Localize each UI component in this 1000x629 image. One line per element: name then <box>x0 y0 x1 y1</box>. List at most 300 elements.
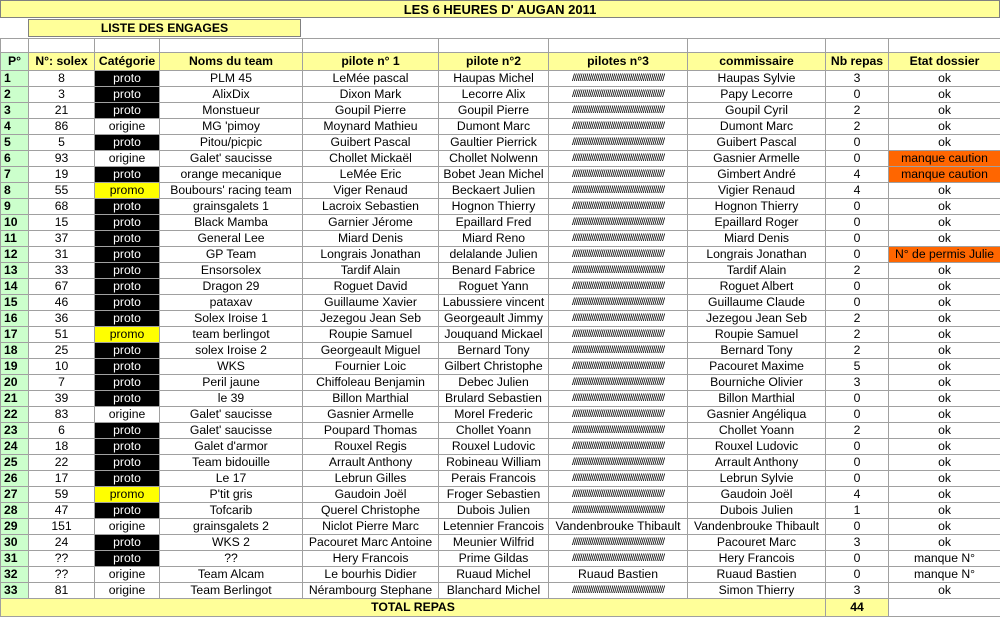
cell-pilot-3[interactable]: //////////////////////////////////////////////// <box>549 343 688 359</box>
cell-file-status[interactable]: manque N° <box>889 551 1000 567</box>
cell-solex-number[interactable]: 39 <box>29 391 95 407</box>
cell-pilot-1[interactable]: Goupil Pierre <box>303 103 439 119</box>
cell-pilot-2[interactable]: Beckaert Julien <box>439 183 549 199</box>
cell-meals[interactable]: 1 <box>826 503 889 519</box>
cell-pilot-2[interactable]: Goupil Pierre <box>439 103 549 119</box>
header-pilot-3[interactable]: pilotes n°3 <box>549 53 688 71</box>
cell-file-status[interactable]: manque caution <box>889 167 1000 183</box>
cell-team-name[interactable]: AlixDix <box>160 87 303 103</box>
cell-meals[interactable]: 2 <box>826 119 889 135</box>
cell-pilot-1[interactable]: Miard Denis <box>303 231 439 247</box>
cell-team-name[interactable]: Monstueur <box>160 103 303 119</box>
cell-pilot-3[interactable]: //////////////////////////////////////////////// <box>549 279 688 295</box>
cell-pilot-2[interactable]: Hognon Thierry <box>439 199 549 215</box>
cell-pilot-2[interactable]: Chollet Yoann <box>439 423 549 439</box>
cell-commissaire[interactable]: Roguet Albert <box>688 279 826 295</box>
cell-pilot-3[interactable]: //////////////////////////////////////////////// <box>549 487 688 503</box>
header-category[interactable]: Catégorie <box>95 53 160 71</box>
cell-solex-number[interactable]: 7 <box>29 375 95 391</box>
cell-pilot-1[interactable]: Longrais Jonathan <box>303 247 439 263</box>
cell-meals[interactable]: 0 <box>826 87 889 103</box>
cell[interactable] <box>303 39 439 53</box>
cell-pilot-2[interactable]: Georgeault Jimmy <box>439 311 549 327</box>
cell-file-status[interactable]: ok <box>889 279 1000 295</box>
cell-pilot-3[interactable]: //////////////////////////////////////////////// <box>549 167 688 183</box>
cell-pilot-1[interactable]: Querel Christophe <box>303 503 439 519</box>
cell-solex-number[interactable]: 22 <box>29 455 95 471</box>
cell-team-name[interactable]: Galet' saucisse <box>160 423 303 439</box>
cell-meals[interactable]: 0 <box>826 199 889 215</box>
cell-solex-number[interactable]: 83 <box>29 407 95 423</box>
cell-meals[interactable]: 2 <box>826 327 889 343</box>
cell-pilot-2[interactable]: Miard Reno <box>439 231 549 247</box>
cell-pos[interactable]: 25 <box>1 455 29 471</box>
cell-pos[interactable]: 32 <box>1 567 29 583</box>
cell-category[interactable]: proto <box>95 87 160 103</box>
cell-file-status[interactable]: ok <box>889 183 1000 199</box>
cell-pos[interactable]: 20 <box>1 375 29 391</box>
cell-meals[interactable]: 0 <box>826 151 889 167</box>
cell-pilot-1[interactable]: Garnier Jérome <box>303 215 439 231</box>
cell-pilot-1[interactable]: Rouxel Regis <box>303 439 439 455</box>
cell-pilot-1[interactable]: Lacroix Sebastien <box>303 199 439 215</box>
cell-meals[interactable]: 4 <box>826 183 889 199</box>
cell-meals[interactable]: 2 <box>826 311 889 327</box>
cell-pilot-2[interactable]: Brulard Sebastien <box>439 391 549 407</box>
cell-pilot-1[interactable]: Moynard Mathieu <box>303 119 439 135</box>
cell-file-status[interactable]: ok <box>889 103 1000 119</box>
cell-pos[interactable]: 13 <box>1 263 29 279</box>
cell-pilot-2[interactable]: Chollet Nolwenn <box>439 151 549 167</box>
cell-commissaire[interactable]: Gasnier Angéliqua <box>688 407 826 423</box>
cell-pilot-3[interactable]: //////////////////////////////////////////////// <box>549 247 688 263</box>
cell-file-status[interactable]: ok <box>889 519 1000 535</box>
cell-commissaire[interactable]: Goupil Cyril <box>688 103 826 119</box>
cell-commissaire[interactable]: Billon Marthial <box>688 391 826 407</box>
cell-meals[interactable]: 0 <box>826 519 889 535</box>
cell-solex-number[interactable]: 86 <box>29 119 95 135</box>
cell-team-name[interactable]: ?? <box>160 551 303 567</box>
cell-pilot-1[interactable]: Billon Marthial <box>303 391 439 407</box>
cell-solex-number[interactable]: 21 <box>29 103 95 119</box>
cell-pos[interactable]: 7 <box>1 167 29 183</box>
cell[interactable] <box>889 599 1000 617</box>
cell-team-name[interactable]: Peril jaune <box>160 375 303 391</box>
cell-commissaire[interactable]: Roupie Samuel <box>688 327 826 343</box>
cell-commissaire[interactable]: Bernard Tony <box>688 343 826 359</box>
cell-pos[interactable]: 6 <box>1 151 29 167</box>
cell-pilot-3[interactable]: //////////////////////////////////////////////// <box>549 183 688 199</box>
cell-pilot-3[interactable]: //////////////////////////////////////////////// <box>549 359 688 375</box>
cell-commissaire[interactable]: Dumont Marc <box>688 119 826 135</box>
cell-pilot-2[interactable]: Bobet Jean Michel <box>439 167 549 183</box>
header-solex-number[interactable]: N°: solex <box>29 53 95 71</box>
cell-pilot-1[interactable]: Dixon Mark <box>303 87 439 103</box>
cell-pilot-2[interactable]: Jouquand Mickael <box>439 327 549 343</box>
cell-pilot-2[interactable]: Dubois Julien <box>439 503 549 519</box>
cell-file-status[interactable]: ok <box>889 439 1000 455</box>
cell-category[interactable]: proto <box>95 439 160 455</box>
cell-commissaire[interactable]: Guillaume Claude <box>688 295 826 311</box>
cell-meals[interactable]: 3 <box>826 535 889 551</box>
cell[interactable] <box>688 39 826 53</box>
cell-pilot-1[interactable]: Gasnier Armelle <box>303 407 439 423</box>
cell-pilot-1[interactable]: Georgeault Miguel <box>303 343 439 359</box>
cell-pilot-2[interactable]: Debec Julien <box>439 375 549 391</box>
cell-pilot-3[interactable]: //////////////////////////////////////////////// <box>549 423 688 439</box>
cell-solex-number[interactable]: 5 <box>29 135 95 151</box>
cell-commissaire[interactable]: Hognon Thierry <box>688 199 826 215</box>
cell-team-name[interactable]: orange mecanique <box>160 167 303 183</box>
cell-solex-number[interactable]: 81 <box>29 583 95 599</box>
cell-file-status[interactable]: ok <box>889 231 1000 247</box>
cell-solex-number[interactable]: 59 <box>29 487 95 503</box>
cell-pilot-1[interactable]: Nérambourg Stephane <box>303 583 439 599</box>
cell-commissaire[interactable]: Epaillard Roger <box>688 215 826 231</box>
cell-file-status[interactable]: ok <box>889 215 1000 231</box>
cell-pos[interactable]: 27 <box>1 487 29 503</box>
cell-file-status[interactable]: ok <box>889 487 1000 503</box>
cell-pilot-2[interactable]: Gilbert Christophe <box>439 359 549 375</box>
cell-solex-number[interactable]: 93 <box>29 151 95 167</box>
cell-pilot-1[interactable]: Gaudoin Joël <box>303 487 439 503</box>
cell-team-name[interactable]: General Lee <box>160 231 303 247</box>
cell-category[interactable]: origine <box>95 151 160 167</box>
cell-team-name[interactable]: WKS 2 <box>160 535 303 551</box>
cell-meals[interactable]: 0 <box>826 295 889 311</box>
cell-pilot-3[interactable]: //////////////////////////////////////////////// <box>549 103 688 119</box>
cell-pos[interactable]: 24 <box>1 439 29 455</box>
cell-category[interactable]: proto <box>95 247 160 263</box>
cell-meals[interactable]: 0 <box>826 471 889 487</box>
cell-meals[interactable]: 0 <box>826 439 889 455</box>
cell-pos[interactable]: 9 <box>1 199 29 215</box>
cell-solex-number[interactable]: 25 <box>29 343 95 359</box>
cell-pos[interactable]: 29 <box>1 519 29 535</box>
cell-pilot-3[interactable]: //////////////////////////////////////////////// <box>549 455 688 471</box>
cell-pos[interactable]: 10 <box>1 215 29 231</box>
cell-pos[interactable]: 2 <box>1 87 29 103</box>
cell-category[interactable]: promo <box>95 327 160 343</box>
cell-commissaire[interactable]: Jezegou Jean Seb <box>688 311 826 327</box>
cell-team-name[interactable]: solex Iroise 2 <box>160 343 303 359</box>
cell-solex-number[interactable]: 37 <box>29 231 95 247</box>
header-team-name[interactable]: Noms du team <box>160 53 303 71</box>
cell-file-status[interactable]: ok <box>889 311 1000 327</box>
cell-solex-number[interactable]: 31 <box>29 247 95 263</box>
cell[interactable] <box>160 39 303 53</box>
cell-pilot-3[interactable]: //////////////////////////////////////////////// <box>549 231 688 247</box>
cell[interactable] <box>889 39 1000 53</box>
cell-file-status[interactable]: ok <box>889 471 1000 487</box>
cell-pilot-2[interactable]: Roguet Yann <box>439 279 549 295</box>
cell[interactable] <box>95 39 160 53</box>
cell-pilot-2[interactable]: delalande Julien <box>439 247 549 263</box>
cell-pilot-1[interactable]: Jezegou Jean Seb <box>303 311 439 327</box>
cell-category[interactable]: proto <box>95 375 160 391</box>
cell-category[interactable]: proto <box>95 103 160 119</box>
cell-pilot-3[interactable]: //////////////////////////////////////////////// <box>549 135 688 151</box>
cell-pos[interactable]: 4 <box>1 119 29 135</box>
cell-pilot-1[interactable]: Fournier Loic <box>303 359 439 375</box>
cell-pos[interactable]: 16 <box>1 311 29 327</box>
cell-meals[interactable]: 3 <box>826 375 889 391</box>
cell-pilot-3[interactable]: //////////////////////////////////////////////// <box>549 71 688 87</box>
cell-pos[interactable]: 12 <box>1 247 29 263</box>
cell-file-status[interactable]: ok <box>889 135 1000 151</box>
cell-pilot-2[interactable]: Lecorre Alix <box>439 87 549 103</box>
cell-category[interactable]: proto <box>95 503 160 519</box>
cell-meals[interactable]: 0 <box>826 407 889 423</box>
cell-pilot-1[interactable]: Guillaume Xavier <box>303 295 439 311</box>
cell-meals[interactable]: 0 <box>826 215 889 231</box>
cell-meals[interactable]: 5 <box>826 359 889 375</box>
header-pilot-1[interactable]: pilote n° 1 <box>303 53 439 71</box>
cell-file-status[interactable]: ok <box>889 407 1000 423</box>
cell-meals[interactable]: 0 <box>826 247 889 263</box>
cell-pilot-2[interactable]: Benard Fabrice <box>439 263 549 279</box>
cell-pilot-3[interactable]: //////////////////////////////////////////////// <box>549 551 688 567</box>
cell-pilot-1[interactable]: Poupard Thomas <box>303 423 439 439</box>
cell-solex-number[interactable]: 47 <box>29 503 95 519</box>
cell-pilot-1[interactable]: Pacouret Marc Antoine <box>303 535 439 551</box>
cell-category[interactable]: promo <box>95 183 160 199</box>
cell-team-name[interactable]: Pitou/picpic <box>160 135 303 151</box>
cell-solex-number[interactable]: 33 <box>29 263 95 279</box>
cell-commissaire[interactable]: Lebrun Sylvie <box>688 471 826 487</box>
cell-solex-number[interactable]: 51 <box>29 327 95 343</box>
cell-pilot-3[interactable]: //////////////////////////////////////////////// <box>549 199 688 215</box>
cell-commissaire[interactable]: Arrault Anthony <box>688 455 826 471</box>
total-meals-value[interactable]: 44 <box>826 599 889 617</box>
cell[interactable] <box>29 39 95 53</box>
cell-category[interactable]: origine <box>95 583 160 599</box>
cell-pilot-3[interactable]: //////////////////////////////////////////////// <box>549 327 688 343</box>
cell-meals[interactable]: 2 <box>826 343 889 359</box>
cell-category[interactable]: proto <box>95 535 160 551</box>
cell-solex-number[interactable]: 3 <box>29 87 95 103</box>
cell-pilot-1[interactable]: Guibert Pascal <box>303 135 439 151</box>
cell-meals[interactable]: 4 <box>826 167 889 183</box>
cell-pilot-1[interactable]: Viger Renaud <box>303 183 439 199</box>
cell-category[interactable]: proto <box>95 231 160 247</box>
cell-pos[interactable]: 26 <box>1 471 29 487</box>
cell-team-name[interactable]: Galet' saucisse <box>160 407 303 423</box>
cell-category[interactable]: origine <box>95 407 160 423</box>
cell-category[interactable]: proto <box>95 295 160 311</box>
cell-pos[interactable]: 30 <box>1 535 29 551</box>
cell-team-name[interactable]: Team bidouille <box>160 455 303 471</box>
cell-pilot-2[interactable]: Blanchard Michel <box>439 583 549 599</box>
cell-category[interactable]: proto <box>95 391 160 407</box>
cell-file-status[interactable]: ok <box>889 119 1000 135</box>
cell-category[interactable]: proto <box>95 71 160 87</box>
cell-pos[interactable]: 8 <box>1 183 29 199</box>
cell-pilot-3[interactable]: //////////////////////////////////////////////// <box>549 375 688 391</box>
cell-file-status[interactable]: ok <box>889 423 1000 439</box>
cell-pilot-1[interactable]: Chollet Mickaël <box>303 151 439 167</box>
cell-commissaire[interactable]: Papy Lecorre <box>688 87 826 103</box>
cell-commissaire[interactable]: Gaudoin Joël <box>688 487 826 503</box>
list-subtitle[interactable]: LISTE DES ENGAGES <box>28 19 301 37</box>
cell-pilot-3[interactable]: //////////////////////////////////////////////// <box>549 295 688 311</box>
cell-meals[interactable]: 0 <box>826 567 889 583</box>
cell-pilot-2[interactable]: Letennier Francois <box>439 519 549 535</box>
cell-commissaire[interactable]: Pacouret Maxime <box>688 359 826 375</box>
cell-pos[interactable]: 15 <box>1 295 29 311</box>
cell-pilot-1[interactable]: LeMée Eric <box>303 167 439 183</box>
cell-category[interactable]: proto <box>95 343 160 359</box>
cell-solex-number[interactable]: 55 <box>29 183 95 199</box>
cell-commissaire[interactable]: Chollet Yoann <box>688 423 826 439</box>
cell-pilot-3[interactable]: Vandenbrouke Thibault <box>549 519 688 535</box>
cell-meals[interactable]: 2 <box>826 103 889 119</box>
cell-pilot-1[interactable]: Roguet David <box>303 279 439 295</box>
cell-commissaire[interactable]: Gimbert André <box>688 167 826 183</box>
cell-pos[interactable]: 14 <box>1 279 29 295</box>
cell-team-name[interactable]: GP Team <box>160 247 303 263</box>
cell-file-status[interactable]: ok <box>889 263 1000 279</box>
cell-solex-number[interactable]: 67 <box>29 279 95 295</box>
cell-file-status[interactable]: ok <box>889 343 1000 359</box>
cell-pilot-2[interactable]: Haupas Michel <box>439 71 549 87</box>
cell-commissaire[interactable]: Guibert Pascal <box>688 135 826 151</box>
cell-pilot-2[interactable]: Epaillard Fred <box>439 215 549 231</box>
cell-category[interactable]: promo <box>95 487 160 503</box>
cell-team-name[interactable]: Le 17 <box>160 471 303 487</box>
cell-pilot-1[interactable]: Roupie Samuel <box>303 327 439 343</box>
cell-pilot-2[interactable]: Rouxel Ludovic <box>439 439 549 455</box>
total-label[interactable]: TOTAL REPAS <box>1 599 826 617</box>
cell-meals[interactable]: 4 <box>826 487 889 503</box>
cell-team-name[interactable]: Boubours' racing team <box>160 183 303 199</box>
cell-pos[interactable]: 5 <box>1 135 29 151</box>
cell[interactable] <box>549 39 688 53</box>
cell-category[interactable]: proto <box>95 135 160 151</box>
cell-commissaire[interactable]: Vandenbrouke Thibault <box>688 519 826 535</box>
cell-team-name[interactable]: Dragon 29 <box>160 279 303 295</box>
cell-pos[interactable]: 18 <box>1 343 29 359</box>
cell-pilot-3[interactable]: //////////////////////////////////////////////// <box>549 503 688 519</box>
cell-meals[interactable]: 0 <box>826 279 889 295</box>
cell-solex-number[interactable]: 46 <box>29 295 95 311</box>
cell-pilot-1[interactable]: Tardif Alain <box>303 263 439 279</box>
cell-meals[interactable]: 3 <box>826 583 889 599</box>
cell-pilot-1[interactable]: Chiffoleau Benjamin <box>303 375 439 391</box>
cell-team-name[interactable]: Galet' saucisse <box>160 151 303 167</box>
cell-meals[interactable]: 0 <box>826 231 889 247</box>
cell-solex-number[interactable]: 6 <box>29 423 95 439</box>
cell-pos[interactable]: 17 <box>1 327 29 343</box>
cell-team-name[interactable]: Tofcarib <box>160 503 303 519</box>
cell-commissaire[interactable]: Vigier Renaud <box>688 183 826 199</box>
cell-commissaire[interactable]: Haupas Sylvie <box>688 71 826 87</box>
cell-commissaire[interactable]: Dubois Julien <box>688 503 826 519</box>
cell-pilot-2[interactable]: Gaultier Pierrick <box>439 135 549 151</box>
header-pos[interactable]: P° <box>1 53 29 71</box>
cell[interactable] <box>1 39 29 53</box>
cell-pilot-3[interactable]: //////////////////////////////////////////////// <box>549 311 688 327</box>
cell-pilot-2[interactable]: Froger Sebastien <box>439 487 549 503</box>
cell-meals[interactable]: 0 <box>826 391 889 407</box>
cell-category[interactable]: proto <box>95 279 160 295</box>
cell-category[interactable]: proto <box>95 215 160 231</box>
cell-team-name[interactable]: PLM 45 <box>160 71 303 87</box>
cell-category[interactable]: proto <box>95 551 160 567</box>
cell-file-status[interactable]: ok <box>889 359 1000 375</box>
cell-team-name[interactable]: Galet d'armor <box>160 439 303 455</box>
header-file-status[interactable]: Etat dossier <box>889 53 1000 71</box>
cell-category[interactable]: origine <box>95 519 160 535</box>
cell-pilot-2[interactable]: Meunier Wilfrid <box>439 535 549 551</box>
cell-team-name[interactable]: grainsgalets 1 <box>160 199 303 215</box>
cell-pilot-3[interactable]: //////////////////////////////////////////////// <box>549 119 688 135</box>
cell-pilot-2[interactable]: Morel Frederic <box>439 407 549 423</box>
cell-pilot-3[interactable]: //////////////////////////////////////////////// <box>549 151 688 167</box>
cell-solex-number[interactable]: 18 <box>29 439 95 455</box>
cell-file-status[interactable]: ok <box>889 535 1000 551</box>
cell-file-status[interactable]: ok <box>889 455 1000 471</box>
cell-team-name[interactable]: P'tit gris <box>160 487 303 503</box>
cell-pilot-1[interactable]: Niclot Pierre Marc <box>303 519 439 535</box>
cell-pilot-3[interactable]: //////////////////////////////////////////////// <box>549 391 688 407</box>
cell-pilot-2[interactable]: Prime Gildas <box>439 551 549 567</box>
cell-team-name[interactable]: Solex Iroise 1 <box>160 311 303 327</box>
cell-pilot-3[interactable]: //////////////////////////////////////////////// <box>549 215 688 231</box>
cell-solex-number[interactable]: 19 <box>29 167 95 183</box>
cell-meals[interactable]: 2 <box>826 263 889 279</box>
cell-category[interactable]: proto <box>95 263 160 279</box>
cell-commissaire[interactable]: Gasnier Armelle <box>688 151 826 167</box>
cell-pilot-2[interactable]: Dumont Marc <box>439 119 549 135</box>
header-pilot-2[interactable]: pilote n°2 <box>439 53 549 71</box>
cell-pos[interactable]: 21 <box>1 391 29 407</box>
cell-meals[interactable]: 2 <box>826 423 889 439</box>
cell-pilot-3[interactable]: //////////////////////////////////////////////// <box>549 583 688 599</box>
header-commissaire[interactable]: commissaire <box>688 53 826 71</box>
cell-commissaire[interactable]: Tardif Alain <box>688 263 826 279</box>
cell-commissaire[interactable]: Bourniche Olivier <box>688 375 826 391</box>
cell-file-status[interactable]: ok <box>889 391 1000 407</box>
cell-solex-number[interactable]: 68 <box>29 199 95 215</box>
sheet-title[interactable]: LES 6 HEURES D' AUGAN 2011 <box>0 0 1000 18</box>
cell-commissaire[interactable]: Miard Denis <box>688 231 826 247</box>
cell-file-status[interactable]: ok <box>889 327 1000 343</box>
cell-file-status[interactable]: ok <box>889 87 1000 103</box>
cell-pos[interactable]: 3 <box>1 103 29 119</box>
cell-file-status[interactable]: manque N° <box>889 567 1000 583</box>
cell-pilot-3[interactable]: //////////////////////////////////////////////// <box>549 87 688 103</box>
cell-meals[interactable]: 0 <box>826 551 889 567</box>
cell-solex-number[interactable]: 17 <box>29 471 95 487</box>
cell-pilot-1[interactable]: Arrault Anthony <box>303 455 439 471</box>
cell-pilot-3[interactable]: //////////////////////////////////////////////// <box>549 471 688 487</box>
cell-pilot-2[interactable]: Perais Francois <box>439 471 549 487</box>
cell-solex-number[interactable]: 15 <box>29 215 95 231</box>
cell-pilot-1[interactable]: Le bourhis Didier <box>303 567 439 583</box>
cell-pos[interactable]: 19 <box>1 359 29 375</box>
cell-commissaire[interactable]: Ruaud Bastien <box>688 567 826 583</box>
cell-pos[interactable]: 31 <box>1 551 29 567</box>
cell-pilot-2[interactable]: Ruaud Michel <box>439 567 549 583</box>
cell-pilot-3[interactable]: Ruaud Bastien <box>549 567 688 583</box>
cell-category[interactable]: proto <box>95 311 160 327</box>
cell-team-name[interactable]: team berlingot <box>160 327 303 343</box>
cell-category[interactable]: origine <box>95 567 160 583</box>
cell-meals[interactable]: 3 <box>826 71 889 87</box>
cell-pilot-1[interactable]: LeMée pascal <box>303 71 439 87</box>
cell-meals[interactable]: 0 <box>826 135 889 151</box>
